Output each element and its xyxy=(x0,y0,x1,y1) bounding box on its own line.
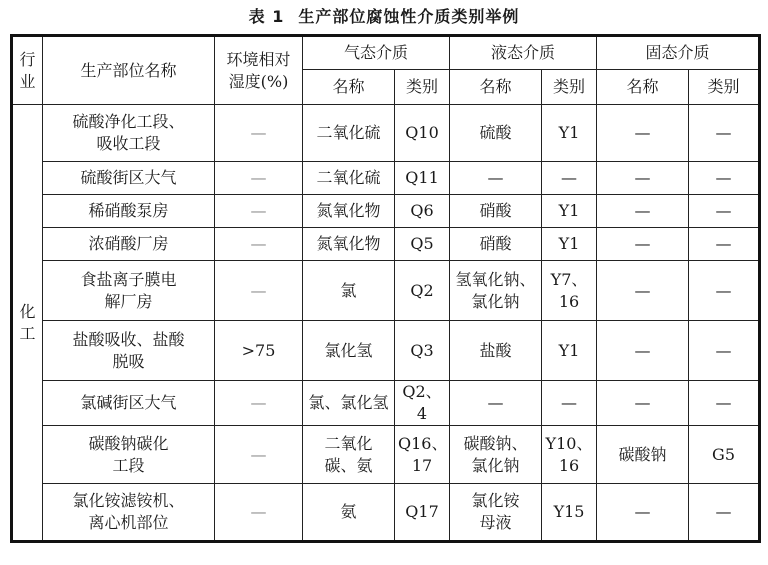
header-liquid-category: 类别 xyxy=(542,70,597,105)
liquid-category-cell: — xyxy=(542,162,597,195)
humidity-cell: — xyxy=(215,381,303,426)
gas-name-cell: 二氧化硫 xyxy=(303,105,395,162)
liquid-name-cell: 硝酸 xyxy=(450,228,542,261)
solid-category-cell: — xyxy=(689,381,760,426)
liquid-name-cell: 硫酸 xyxy=(450,105,542,162)
liquid-name-cell: 氢氧化钠、 氯化钠 xyxy=(450,261,542,321)
liquid-category-cell: Y1 xyxy=(542,195,597,228)
table-row xyxy=(12,426,760,484)
humidity-cell: — xyxy=(215,426,303,484)
table-row xyxy=(12,105,760,162)
location-cell: 氯碱街区大气 xyxy=(43,381,215,426)
solid-name-cell: — xyxy=(597,484,689,542)
humidity-cell: — xyxy=(215,484,303,542)
location-cell: 硫酸净化工段、 吸收工段 xyxy=(43,105,215,162)
table-caption: 生产部位腐蚀性介质类别举例 xyxy=(298,7,520,26)
industry-cell: 化 工 xyxy=(12,105,43,542)
location-cell: 氯化铵滤铵机、 离心机部位 xyxy=(43,484,215,542)
solid-name-cell: — xyxy=(597,261,689,321)
header-solid: 固态介质 xyxy=(597,36,760,70)
table-row xyxy=(12,228,760,261)
liquid-category-cell: Y1 xyxy=(542,228,597,261)
solid-category-cell: — xyxy=(689,321,760,381)
gas-name-cell: 氮氧化物 xyxy=(303,195,395,228)
solid-category-cell: — xyxy=(689,228,760,261)
table-row xyxy=(12,162,760,195)
header-humidity: 环境相对 湿度(%) xyxy=(215,36,303,105)
liquid-category-cell: Y10、 16 xyxy=(542,426,597,484)
solid-name-cell: — xyxy=(597,105,689,162)
table-row xyxy=(12,484,760,542)
humidity-cell: — xyxy=(215,195,303,228)
gas-category-cell: Q5 xyxy=(395,228,450,261)
table-row xyxy=(12,195,760,228)
liquid-name-cell: 盐酸 xyxy=(450,321,542,381)
header-gas-category: 类别 xyxy=(395,70,450,105)
header-row-1 xyxy=(12,36,760,70)
gas-category-cell: Q10 xyxy=(395,105,450,162)
liquid-name-cell: 硝酸 xyxy=(450,195,542,228)
gas-name-cell: 二氧化硫 xyxy=(303,162,395,195)
liquid-category-cell: — xyxy=(542,381,597,426)
header-liquid: 液态介质 xyxy=(450,36,597,70)
header-solid-category: 类别 xyxy=(689,70,760,105)
solid-category-cell: — xyxy=(689,195,760,228)
liquid-category-cell: Y15 xyxy=(542,484,597,542)
location-cell: 浓硝酸厂房 xyxy=(43,228,215,261)
liquid-category-cell: Y7、16 xyxy=(542,261,597,321)
gas-name-cell: 氯、氯化氢 xyxy=(303,381,395,426)
solid-category-cell: — xyxy=(689,484,760,542)
gas-name-cell: 氯 xyxy=(303,261,395,321)
liquid-name-cell: 氯化铵 母液 xyxy=(450,484,542,542)
solid-name-cell: — xyxy=(597,228,689,261)
liquid-name-cell: — xyxy=(450,381,542,426)
header-location: 生产部位名称 xyxy=(43,36,215,105)
gas-category-cell: Q6 xyxy=(395,195,450,228)
table-row xyxy=(12,321,760,381)
location-cell: 碳酸钠碳化 工段 xyxy=(43,426,215,484)
humidity-cell: — xyxy=(215,261,303,321)
gas-category-cell: Q3 xyxy=(395,321,450,381)
gas-category-cell: Q16、 17 xyxy=(395,426,450,484)
solid-category-cell: G5 xyxy=(689,426,760,484)
gas-category-cell: Q17 xyxy=(395,484,450,542)
liquid-name-cell: — xyxy=(450,162,542,195)
solid-category-cell: — xyxy=(689,105,760,162)
table-row xyxy=(12,261,760,321)
solid-name-cell: 碳酸钠 xyxy=(597,426,689,484)
table-row xyxy=(12,381,760,426)
solid-name-cell: — xyxy=(597,321,689,381)
solid-name-cell: — xyxy=(597,162,689,195)
corrosive-media-table xyxy=(10,34,761,543)
humidity-cell: — xyxy=(215,162,303,195)
humidity-cell: >75 xyxy=(215,321,303,381)
location-cell: 食盐离子膜电 解厂房 xyxy=(43,261,215,321)
location-cell: 硫酸街区大气 xyxy=(43,162,215,195)
gas-name-cell: 二氧化 碳、氨 xyxy=(303,426,395,484)
liquid-name-cell: 碳酸钠、 氯化钠 xyxy=(450,426,542,484)
header-industry: 行 业 xyxy=(12,36,43,105)
location-cell: 盐酸吸收、盐酸 脱吸 xyxy=(43,321,215,381)
gas-name-cell: 氯化氢 xyxy=(303,321,395,381)
gas-category-cell: Q11 xyxy=(395,162,450,195)
humidity-cell: — xyxy=(215,228,303,261)
gas-category-cell: Q2、4 xyxy=(395,381,450,426)
location-cell: 稀硝酸泵房 xyxy=(43,195,215,228)
gas-name-cell: 氨 xyxy=(303,484,395,542)
solid-name-cell: — xyxy=(597,195,689,228)
table-title xyxy=(0,4,768,27)
gas-name-cell: 氮氧化物 xyxy=(303,228,395,261)
header-gas-name: 名称 xyxy=(303,70,395,105)
humidity-cell: — xyxy=(215,105,303,162)
solid-category-cell: — xyxy=(689,162,760,195)
header-solid-name: 名称 xyxy=(597,70,689,105)
solid-name-cell: — xyxy=(597,381,689,426)
liquid-category-cell: Y1 xyxy=(542,105,597,162)
header-gas: 气态介质 xyxy=(303,36,450,70)
solid-category-cell: — xyxy=(689,261,760,321)
gas-category-cell: Q2 xyxy=(395,261,450,321)
table-number: 表 1 xyxy=(248,7,285,26)
header-liquid-name: 名称 xyxy=(450,70,542,105)
liquid-category-cell: Y1 xyxy=(542,321,597,381)
